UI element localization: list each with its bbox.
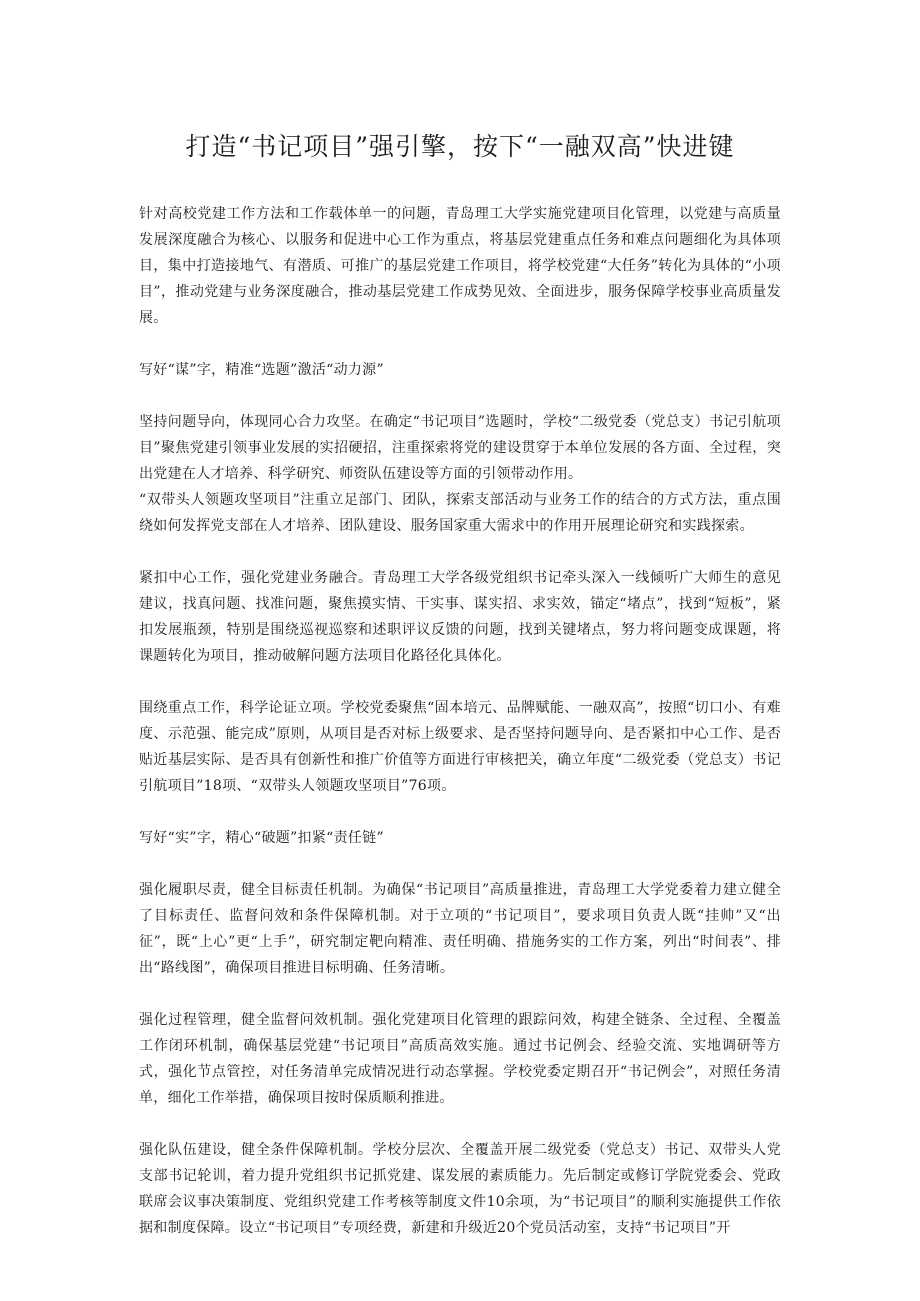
section-heading-shi: 写好“实”字，精心“破题”扣紧“责任链” bbox=[139, 830, 384, 846]
paragraph-responsibility: 强化履职尽责，健全目标责任机制。为确保“书记项目”高质量推进，青岛理工大学党委着力建立健全了目标责任、监督问效和条件保障机制。对于立项的“书记项目”，要求项目负责人既“挂帅”又“出征”，既“上心”更“上手”，研究制定靶向精准、责任明确、措施务实的工作方案，列出“时间表”、排出“路线图”，确保项目推进目标明确、任务清晰。 bbox=[139, 882, 781, 976]
paragraph-spacer bbox=[139, 539, 781, 565]
paragraph-central-work: 紧扣中心工作，强化党建业务融合。青岛理工大学各级党组织书记牵头深入一线倾听广大师生的意见建议，找真问题、找准问题，聚焦摸实情、干实事、谋实招、求实效，锚定“堵点”，找到“短板”，紧扣发展瓶颈，特别是围绕巡视巡察和述职评议反馈的问题，找到关键堵点，努力将问题变成课题，将课题转化为项目，推动破解问题方法项目化路径化具体化。 bbox=[139, 570, 781, 664]
paragraph-key-work: 围绕重点工作，科学论证立项。学校党委聚焦“固本培元、品牌赋能、一融双高”，按照“切口小、有难度、示范强、能完成”原则，从项目是否对标上级要求、是否坚持问题导向、是否紧扣中心工作、是否贴近基层实际、是否具有创新性和推广价值等方面进行审核把关，确立年度“二级党委（党总支）书记引航项目”18项、“双带头人领题攻坚项目”76项。 bbox=[139, 700, 781, 794]
document-title: 打造“书记项目”强引擎，按下“一融双高”快进键 bbox=[185, 132, 735, 161]
paragraph-team-building: 强化队伍建设，健全条件保障机制。学校分层次、全覆盖开展二级党委（党总支）书记、双带头人党支部书记轮训，着力提升党组织书记抓党建、谋发展的素质能力。先后制定或修订学院党委会、党政联席会议事决策制度、党组织党建工作考核等制度文件10余项，为“书记项目”的顺利实施提供工作依据和制度保障。设立“书记项目”专项经费，新建和升级近20个党员活动室，支持“书记项目”开 bbox=[139, 1142, 781, 1236]
paragraph-spacer bbox=[139, 383, 781, 409]
paragraph-spacer bbox=[139, 1111, 781, 1137]
paragraph-dual-leader-project: “双带头人领题攻坚项目”注重立足部门、团队，探索支部活动与业务工作的结合的方式方法，重点围绕如何发挥党支部在人才培养、团队建设、服务国家重大需求中的作用开展理论研究和实践探索。 bbox=[139, 492, 781, 534]
paragraph-spacer bbox=[139, 981, 781, 1007]
paragraph-problem-oriented: 坚持问题导向，体现同心合力攻坚。在确定“书记项目”选题时，学校“二级党委（党总支）书记引航项目”聚焦党建引领事业发展的实招硬招，注重探索将党的建设贯穿于本单位发展的各方面、全过程，突出党建在人才培养、科学研究、师资队伍建设等方面的引领带动作用。 bbox=[139, 414, 781, 482]
paragraph-spacer bbox=[139, 331, 781, 357]
paragraph-spacer bbox=[139, 799, 781, 825]
paragraph-process-management: 强化过程管理，健全监督问效机制。强化党建项目化管理的跟踪问效，构建全链条、全过程、全覆盖工作闭环机制，确保基层党建“书记项目”高质高效实施。通过书记例会、经验交流、实地调研等方式，强化节点管控，对任务清单完成情况进行动态掌握。学校党委定期召开“书记例会”，对照任务清单，细化工作举措，确保项目按时保质顺利推进。 bbox=[139, 1012, 781, 1106]
paragraph-spacer bbox=[139, 851, 781, 877]
paragraph-spacer bbox=[139, 669, 781, 695]
paragraph-intro: 针对高校党建工作方法和工作载体单一的问题，青岛理工大学实施党建项目化管理，以党建与高质量发展深度融合为核心、以服务和促进中心工作为重点，将基层党建重点任务和难点问题细化为具体项目，集中打造接地气、有潜质、可推广的基层党建工作项目，将学校党建“大任务”转化为具体的“小项目”，推动党建与业务深度融合，推动基层党建工作成势见效、全面进步，服务保障学校事业高质量发展。 bbox=[139, 206, 781, 326]
section-heading-mou: 写好“谋”字，精准“选题”激活“动力源” bbox=[139, 362, 384, 378]
document-body bbox=[139, 201, 781, 1241]
